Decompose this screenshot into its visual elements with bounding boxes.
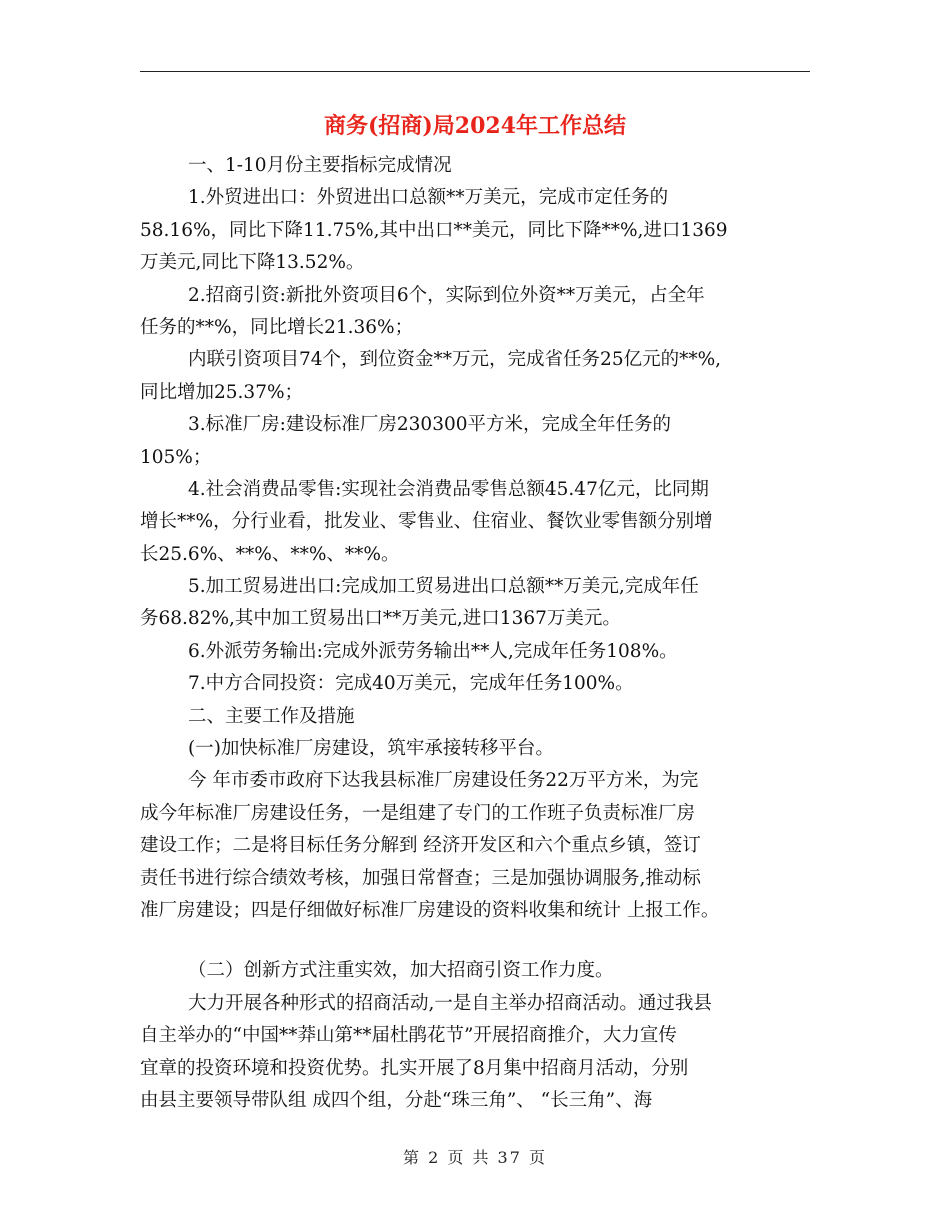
header-rule xyxy=(140,71,810,72)
paragraph-line: 2.招商引资:新批外资项目6个，实际到位外资**万美元，占全年 xyxy=(188,284,705,306)
paragraph-line: 增长**%，分行业看，批发业、零售业、住宿业、餐饮业零售额分别增 xyxy=(140,511,713,533)
paragraph-line: 由县主要领导带队组 成四个组，分赴“珠三角”、 “长三角”、海 xyxy=(140,1089,653,1111)
paragraph-line: 内联引资项目74个，到位资金**万元，完成省任务25亿元的**%, xyxy=(188,349,722,371)
paragraph-line: 成今年标准厂房建设任务，一是组建了专门的工作班子负责标准厂房 xyxy=(140,802,696,824)
paragraph-line: 长25.6%、**%、**%、**%。 xyxy=(140,543,400,565)
paragraph-line: 7.中方合同投资：完成40万美元，完成年任务100%。 xyxy=(188,673,634,695)
paragraph-gap xyxy=(140,927,820,955)
paragraph-line: 58.16%，同比下降11.75%,其中出口**美元，同比下降**%,进口1369 xyxy=(140,219,728,241)
paragraph-line: 1.外贸进出口：外贸进出口总额**万美元，完成市定任务的 xyxy=(188,187,669,209)
paragraph-line: 5.加工贸易进出口:完成加工贸易进出口总额**万美元,完成年任 xyxy=(188,576,699,598)
paragraph-line: 同比增加25.37%； xyxy=(140,381,304,403)
paragraph-line: 任务的**%，同比增长21.36%； xyxy=(140,316,414,338)
subsection-heading-1: (一)加快标准厂房建设，筑牢承接转移平台。 xyxy=(188,738,554,760)
document-title: 商务(招商)局2024年工作总结 xyxy=(323,113,627,139)
paragraph-line: 6.外派劳务输出:完成外派劳务输出**人,完成年任务108%。 xyxy=(188,640,678,662)
paragraph-line: 105%； xyxy=(140,446,212,468)
paragraph-line: 宜章的投资环境和投资优势。扎实开展了8月集中招商月活动，分别 xyxy=(140,1057,689,1079)
section-heading-2: 二、主要工作及措施 xyxy=(188,705,355,727)
paragraph-line: 大力开展各种形式的招商活动,一是自主举办招商活动。通过我县 xyxy=(188,992,712,1014)
paragraph-line: 3.标准厂房:建设标准厂房230300平方米，完成全年任务的 xyxy=(188,414,672,436)
paragraph-line: 建设工作；二是将目标任务分解到 经济开发区和六个重点乡镇，签订 xyxy=(140,835,701,857)
paragraph-line: 万美元,同比下降13.52%。 xyxy=(140,252,365,274)
paragraph-line: 今 年市委市政府下达我县标准厂房建设任务22万平方米，为完 xyxy=(188,770,699,792)
paragraph-line: 责任书进行综合绩效考核，加强日常督查；三是加强协调服务,推动标 xyxy=(140,867,701,889)
paragraph-line: 4.社会消费品零售:实现社会消费品零售总额45.47亿元，比同期 xyxy=(188,478,709,500)
subsection-heading-2: （二）创新方式注重实效，加大招商引资工作力度。 xyxy=(188,960,614,982)
paragraph-line: 准厂房建设；四是仔细做好标准厂房建设的资料收集和统计 上报工作。 xyxy=(140,899,720,921)
document-body xyxy=(140,150,820,1117)
paragraph-line: 务68.82%,其中加工贸易出口**万美元,进口1367万美元。 xyxy=(140,608,621,630)
section-heading-1: 一、1-10月份主要指标完成情况 xyxy=(188,155,452,176)
paragraph-line: 自主举办的“中国**莽山第**届杜鹃花节”开展招商推介，大力宣传 xyxy=(140,1025,677,1047)
page-number: 第 2 页 共 37 页 xyxy=(403,1148,547,1167)
